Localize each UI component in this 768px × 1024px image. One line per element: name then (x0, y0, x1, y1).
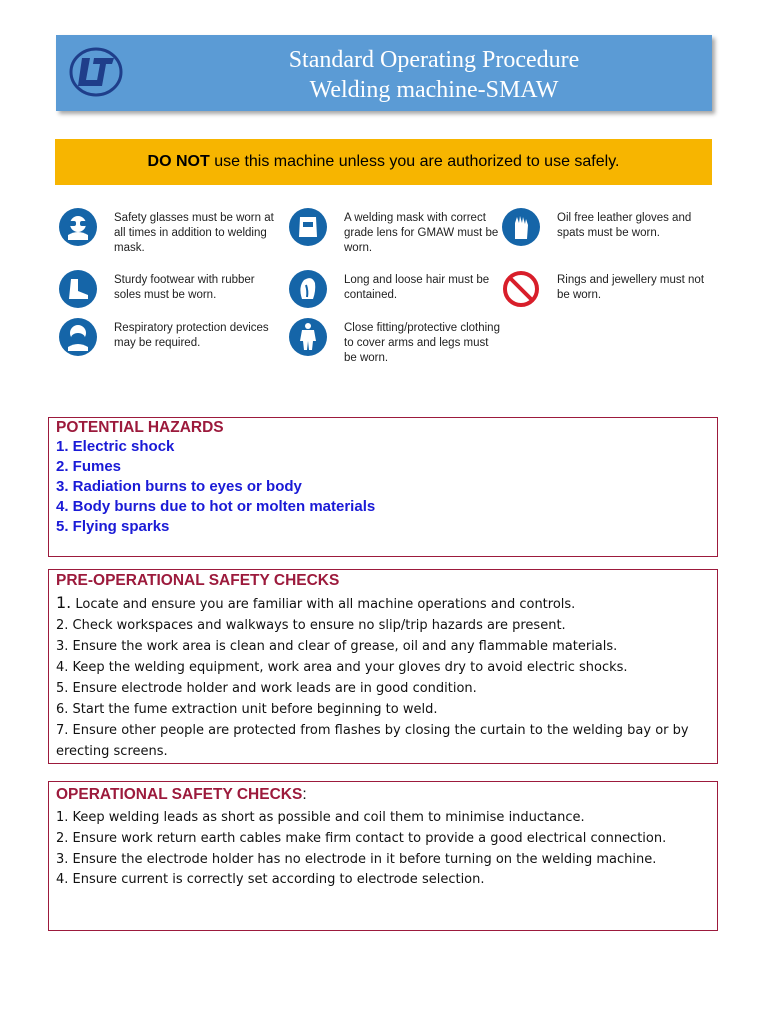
warning-banner (55, 139, 712, 185)
gloves-icon (501, 207, 541, 247)
check-item: 2. Check workspaces and walkways to ensure no slip/trip hazards are present. (56, 618, 566, 633)
lt-logo (68, 46, 124, 98)
ppe-text: A welding mask with correct grade lens for GMAW must be worn. (344, 212, 499, 254)
respirator-icon (58, 317, 98, 357)
hazard-item: 3. Radiation burns to eyes or body (56, 478, 302, 495)
ppe-text: Long and loose hair must be contained. (344, 274, 490, 301)
check-item (56, 592, 710, 615)
ppe-item (288, 315, 503, 363)
operational-checks-box (48, 781, 718, 931)
ppe-grid (58, 205, 708, 365)
section-title: OPERATIONAL SAFETY CHECKS (56, 786, 303, 803)
check-item: 3. Ensure the work area is clean and clear of grease, oil and any flammable materials. (56, 639, 618, 654)
hair-icon (288, 269, 328, 309)
hazard-item: 4. Body burns due to hot or molten materials (56, 498, 376, 515)
warning-text: use this machine unless you are authorized to use safely. (209, 153, 620, 170)
ppe-text: Sturdy footwear with rubber soles must be worn. (114, 274, 255, 301)
warning-bold: DO NOT (147, 153, 210, 170)
title-line-2: Welding machine-SMAW (309, 77, 559, 103)
header-banner (56, 35, 712, 111)
section-title-wrap (56, 782, 710, 808)
title-line-1: Standard Operating Procedure (288, 47, 580, 73)
ppe-text: Safety glasses must be worn at all times in addition to welding mask. (114, 212, 274, 254)
check-item: 4. Keep the welding equipment, work area and your gloves dry to avoid electric shocks. (56, 660, 628, 675)
check-item: 2. Ensure work return earth cables make firm contact to provide a good electrical connection. (56, 830, 667, 846)
ppe-item (501, 205, 716, 253)
ppe-text: Oil free leather gloves and spats must be worn. (557, 212, 692, 239)
check-item: 4. Ensure current is correctly set according to electrode selection. (56, 872, 485, 888)
safety-glasses-icon (58, 207, 98, 247)
check-text: Locate and ensure you are familiar with all machine operations and controls. (71, 597, 576, 612)
hazard-item: 5. Flying sparks (56, 518, 170, 535)
check-item: 7. Ensure other people are protected from flashes by closing the curtain to the welding bay or by erecting screens. (56, 723, 689, 759)
title-colon: : (302, 786, 307, 803)
welding-mask-icon (288, 207, 328, 247)
ppe-text: Rings and jewellery must not be worn. (557, 274, 705, 301)
ppe-item (501, 267, 716, 315)
ppe-item (288, 267, 503, 315)
hazard-item: 2. Fumes (56, 458, 122, 475)
ppe-item (58, 315, 273, 363)
pre-operational-checks-box (48, 569, 718, 764)
hazard-item: 1. Electric shock (56, 438, 175, 455)
check-item: 5. Ensure electrode holder and work leads are in good condition. (56, 681, 477, 696)
protective-clothing-icon (288, 317, 328, 357)
section-title: POTENTIAL HAZARDS (56, 419, 224, 436)
check-number: 1. (56, 593, 72, 612)
footwear-icon (58, 269, 98, 309)
ppe-item (58, 267, 273, 315)
check-item: 3. Ensure the electrode holder has no electrode in it before turning on the welding machine. (56, 851, 657, 867)
ppe-item (288, 205, 503, 253)
section-title: PRE-OPERATIONAL SAFETY CHECKS (56, 572, 340, 589)
check-item: 6. Start the fume extraction unit before beginning to weld. (56, 702, 438, 717)
no-rings-icon (501, 269, 541, 309)
ppe-text: Close fitting/protective clothing to cover arms and legs must be worn. (344, 322, 500, 364)
check-item: 1. Keep welding leads as short as possible and coil them to minimise inductance. (56, 810, 585, 825)
ppe-item (58, 205, 273, 253)
ppe-text: Respiratory protection devices may be required. (114, 322, 269, 349)
potential-hazards-box (48, 417, 718, 557)
